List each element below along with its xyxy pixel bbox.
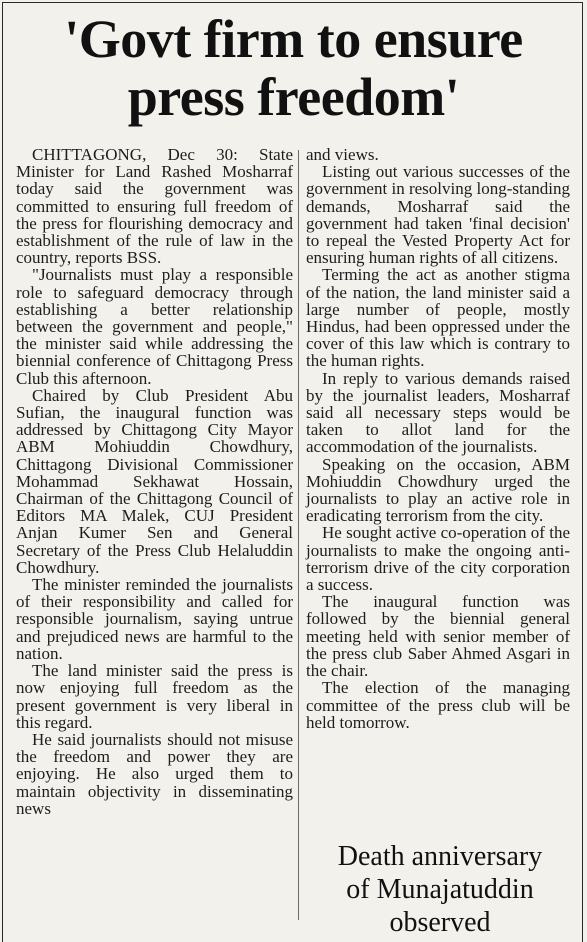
headline-line-2: press freedom' <box>127 67 460 127</box>
article-paragraph: Chaired by Club President Abu Sufian, the inaugural function was addressed by Chittagong City Mayor ABM Mohiuddin Chowdhury, Chittagong Divisional Commissioner Mohammad Sekhawat Hossain, Chairman of the Chittagong Council of Editors MA Malek, CUJ President Anjan Kumer Sen and General Secretary of the Press Club Helaluddin Chowdhury. <box>16 385 293 577</box>
next-article-headline <box>306 840 574 939</box>
article-column-left <box>16 146 293 817</box>
article-paragraph: The election of the managing committee of the press club will be held tomorrow. <box>306 678 570 732</box>
article-paragraph: The inaugural function was followed by the biennial general meeting held with senior member of the press club Saber Ahmed Asgari in the chair. <box>306 592 570 681</box>
article-paragraph: The land minister said the press is now enjoying full freedom as the present government is very liberal in this regard. <box>16 661 293 732</box>
column-divider <box>298 150 299 920</box>
article-paragraph: "Journalists must play a responsible role to safeguard democracy through establishing a better relationship between the government and people," the minister said while addressing the biennial conference of Chittagong Press Club this afternoon. <box>16 265 293 388</box>
next-headline-line-2: of Munajatuddin <box>346 874 534 905</box>
next-headline-line-1: Death anniversary <box>337 841 543 872</box>
article-paragraph: In reply to various demands raised by the journalist leaders, Mosharraf said all necessary steps would be taken to allot land for the accommodation of the journalists. <box>306 368 570 457</box>
article-column-right <box>306 146 570 731</box>
article-headline <box>0 10 587 126</box>
article-paragraph: The minister reminded the journalists of their responsibility and called for responsible journalism, saying untrue and prejudiced news are harmful to the nation. <box>16 575 293 663</box>
article-paragraph: Terming the act as another stigma of the nation, the land minister said a large number of people, mostly Hindus, had been oppressed under the cover of this law which is contrary to the human rights. <box>306 265 570 371</box>
article-paragraph: Listing out various successes of the government in resolving long-standing demands, Mosharraf said the government had taken 'final decision' to repeal the Vested Property Act for ensuring human rights of all citizens. <box>306 162 570 268</box>
article-paragraph: He said journalists should not misuse the freedom and power they are enjoying. He also urged them to maintain objectivity in disseminating news <box>16 729 293 818</box>
article-paragraph: CHITTAGONG, Dec 30: State Minister for Land Rashed Mosharraf today said the government was committed to ensuring full freedom of the press for flourishing democracy and establishment of the rule of law in the country, reports BSS. <box>16 145 293 268</box>
headline-line-1: 'Govt firm to ensure <box>64 9 523 69</box>
article-paragraph: He sought active co-operation of the journalists to make the ongoing anti-terrorism drive of the city corporation a success. <box>306 523 570 595</box>
article-paragraph: Speaking on the occasion, ABM Mohiuddin Chowdhury urged the journalists to play an active role in eradicating terrorism from the city. <box>306 454 570 526</box>
article-paragraph-continuation: and views. <box>306 145 379 164</box>
next-headline-line-3: observed <box>389 907 491 938</box>
